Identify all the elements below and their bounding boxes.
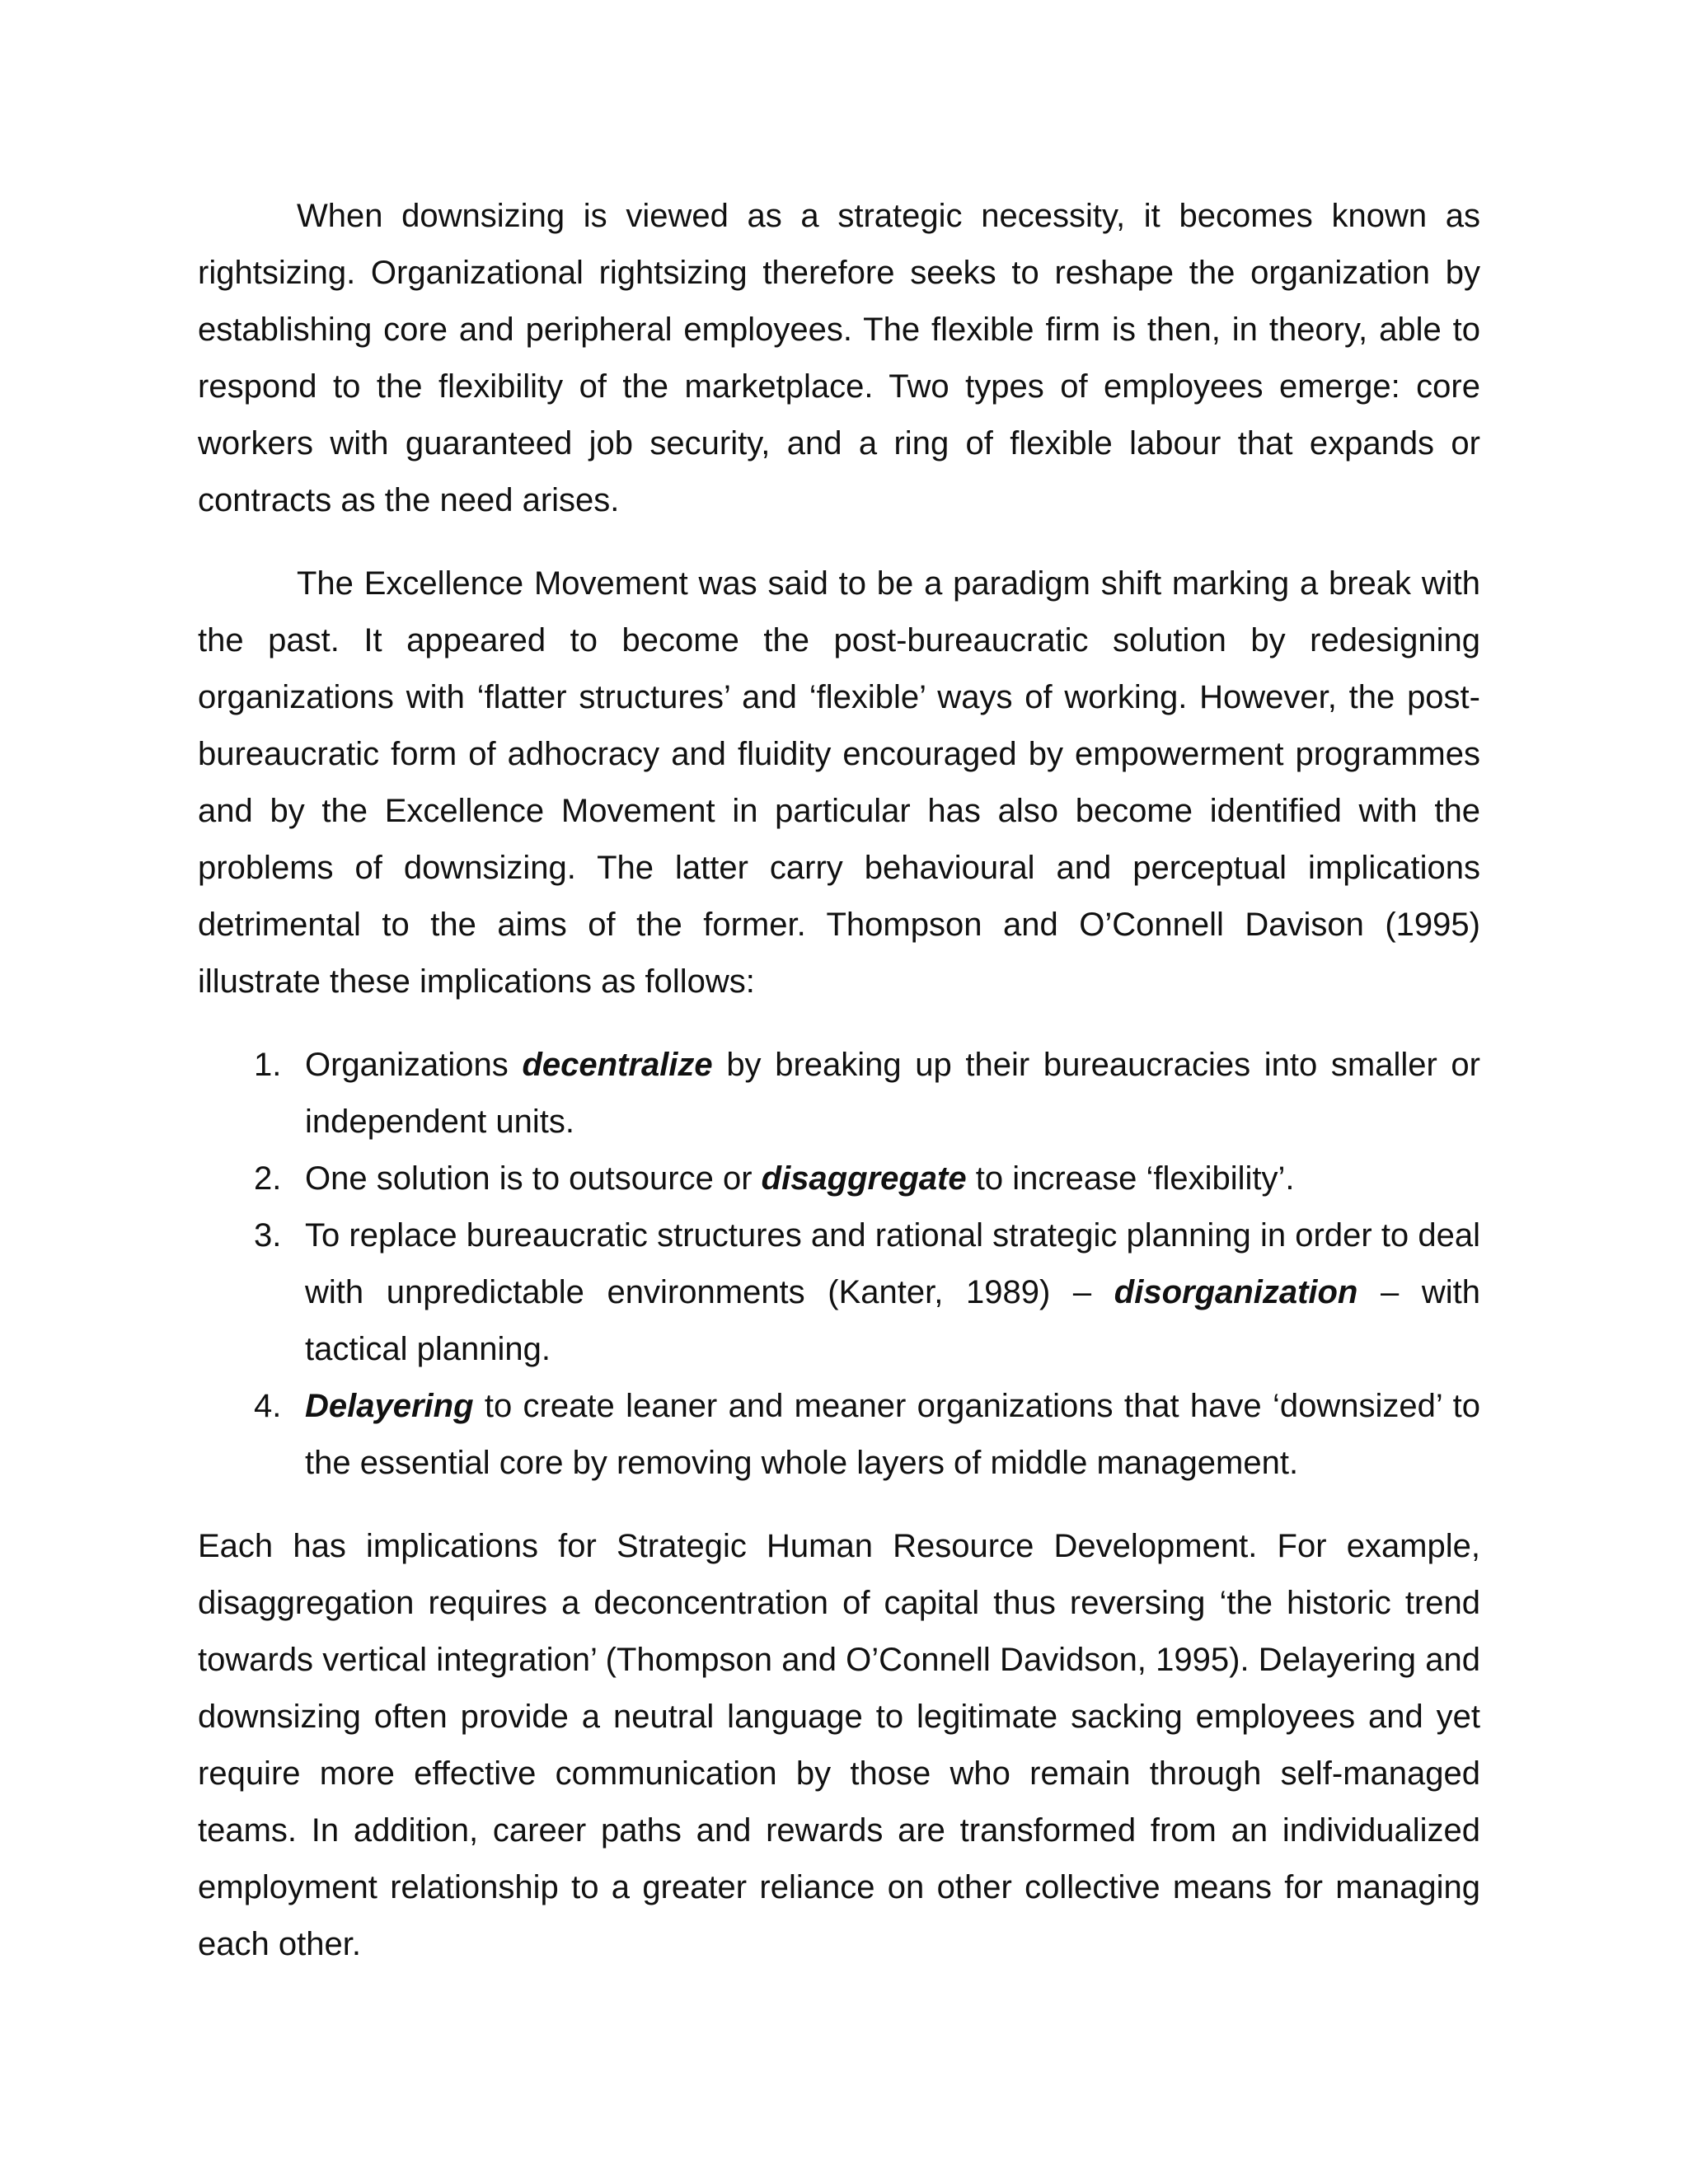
list-item-number: 4. <box>254 1388 282 1424</box>
list-item-text: to create leaner and meaner organizations that have ‘downsized’ to the essential core by removing whole layers of middle management. <box>305 1388 1480 1481</box>
list-item-term: disorganization <box>1114 1274 1358 1310</box>
list-item-number: 3. <box>254 1217 282 1254</box>
paragraph-rightsizing: When downsizing is viewed as a strategic necessity, it becomes known as rightsizing. Organizational rightsizing therefore seeks to reshape the organization by establishing core and peripheral employees. The flexible firm is then, in theory, able to respond to the flexibility of the marketplace. Two types of employees emerge: core workers with guaranteed job security, and a ring of flexible labour that expands or contracts as the need arises. <box>198 198 1480 518</box>
list-item-text: One solution is to outsource or <box>305 1160 762 1197</box>
paragraph-excellence-movement: The Excellence Movement was said to be a paradigm shift marking a break with the past. It appeared to become the post-bureaucratic solution by redesigning organizations with ‘flatter structures’ and ‘flexible’ ways of working. However, the post-bureaucratic form of adhocracy and fluidity encouraged by empowerment programmes and by the Excellence Movement in particular has also become identified with the problems of downsizing. The latter carry behavioural and perceptual implications detrimental to the aims of the former. Thompson and O’Connell Davison (1995) illustrate these implications as follows: <box>198 565 1480 1000</box>
list-item-number: 2. <box>254 1160 282 1197</box>
list-item <box>198 1151 1480 1207</box>
implications-list <box>198 1037 1480 1492</box>
list-item-text: To replace bureaucratic structures and rational strategic planning in order to deal with unpredictable environments (Kanter, 1989) – <box>305 1217 1480 1310</box>
list-item-term: decentralize <box>522 1047 713 1083</box>
list-item <box>198 1207 1480 1378</box>
list-item <box>198 1037 1480 1151</box>
list-item <box>198 1378 1480 1492</box>
document-body <box>198 188 1480 1973</box>
list-item-number: 1. <box>254 1047 282 1083</box>
list-item-term: Delayering <box>305 1388 474 1424</box>
list-item-text: Organizations <box>305 1047 523 1083</box>
list-item-text: to increase ‘flexibility’. <box>966 1160 1295 1197</box>
list-item-text: – with tactical planning. <box>305 1274 1480 1367</box>
list-item-text: by breaking up their bureaucracies into smaller or independent units. <box>305 1047 1481 1140</box>
paragraph-shrd-implications: Each has implications for Strategic Human Resource Development. For example, disaggregation requires a deconcentration of capital thus reversing ‘the historic trend towards vertical integration’ (Thompson and O’Connell Davidson, 1995). Delayering and downsizing often provide a neutral language to legitimate sacking employees and yet require more effective communication by those who remain through self-managed teams. In addition, career paths and rewards are transformed from an individualized employment relationship to a greater reliance on other collective means for managing each other. <box>198 1528 1480 1962</box>
list-item-term: disaggregate <box>761 1160 967 1197</box>
